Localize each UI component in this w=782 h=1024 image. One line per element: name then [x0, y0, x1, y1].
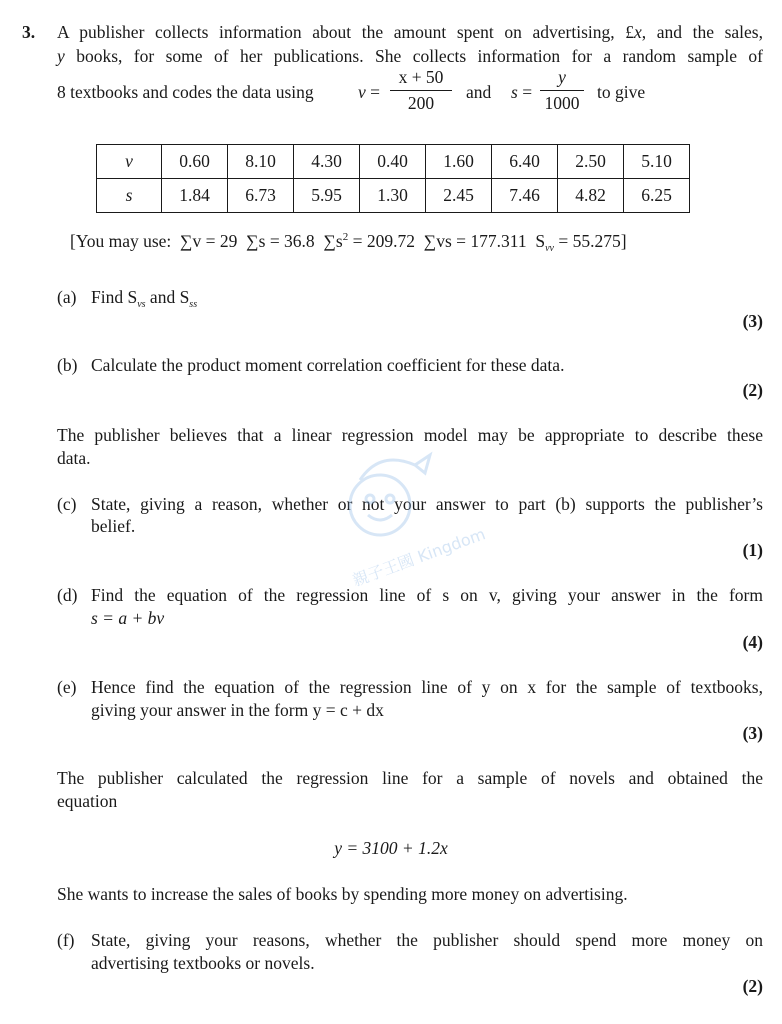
- coding-v-lhs: v =: [358, 82, 381, 102]
- table-cell: 2.50: [558, 145, 624, 179]
- novels-regression-equation: y = 3100 + 1.2x: [334, 838, 448, 858]
- part-d-label: (d): [57, 585, 78, 605]
- part-b-label: (b): [57, 355, 78, 375]
- coding-v-denominator: 200: [407, 93, 435, 113]
- coding-v-numerator: x + 50: [398, 67, 444, 87]
- part-e-marks: (3): [742, 723, 763, 743]
- coding-s-numerator: y: [558, 67, 566, 87]
- var-x: x: [633, 22, 642, 42]
- table-cell: 1.84: [162, 179, 228, 213]
- table-cell: 0.40: [360, 145, 426, 179]
- s-vv: $S_{vv} = 55.275$]: [535, 231, 627, 254]
- var-y: y: [57, 46, 65, 66]
- mid-paragraph-3: She wants to increase the sales of books by spending more money on advertising.: [57, 884, 628, 904]
- intro-line-1-text: A publisher collects information about the amount spent on advertising, £: [57, 22, 634, 42]
- coding-v-fraction: [390, 67, 452, 114]
- mid-paragraph-1-line-2: data.: [57, 448, 91, 468]
- table-row-v: [97, 145, 690, 179]
- watermark-logo: [320, 435, 488, 595]
- part-c-line-1: State, giving a reason, whether or not your answer to part (b) supports the publisher’s: [91, 494, 763, 514]
- table-cell: 1.60: [426, 145, 492, 179]
- summary-prefix: [You may use:: [70, 231, 172, 251]
- intro-line-1: [57, 22, 763, 43]
- part-b-text: Calculate the product moment correlation coefficient for these data.: [91, 355, 565, 375]
- table-cell: 1.30: [360, 179, 426, 213]
- data-table: [96, 144, 690, 213]
- coding-s-denominator: 1000: [544, 93, 580, 113]
- part-e-line-1: Hence find the equation of the regression line of y on x for the sample of textbooks,: [91, 677, 763, 697]
- mid-paragraph-1-line-1: The publisher believes that a linear regression model may be appropriate to describe these: [57, 425, 763, 445]
- sum-s: ∑s = 36.8: [246, 231, 315, 251]
- table-cell: 4.30: [294, 145, 360, 179]
- table-cell: 8.10: [228, 145, 294, 179]
- part-a-label: (a): [57, 287, 77, 307]
- sum-s-squared: $\sum s^2 = 209.72$: [323, 231, 415, 251]
- part-e-label: (e): [57, 677, 77, 697]
- table-row-label: s: [97, 179, 162, 213]
- part-e-line-2: giving your answer in the form y = c + dx: [91, 700, 384, 720]
- table-cell: 6.73: [228, 179, 294, 213]
- table-row-s: [97, 179, 690, 213]
- table-cell: 6.25: [624, 179, 690, 213]
- part-f-line-2: advertising textbooks or novels.: [91, 953, 315, 973]
- table-cell: 6.40: [492, 145, 558, 179]
- table-cell: 4.82: [558, 179, 624, 213]
- coding-s-fraction: [540, 67, 584, 114]
- part-f-line-1: State, giving your reasons, whether the publisher should spend more money on: [91, 930, 763, 950]
- and-word: and: [466, 82, 492, 102]
- part-d-line-1: Find the equation of the regression line of s on v, giving your answer in the form: [91, 585, 763, 605]
- part-f-label: (f): [57, 930, 75, 950]
- summary-statistics: [70, 231, 627, 254]
- sum-v: ∑v = 29: [180, 231, 238, 251]
- intro-line-1-end: , and the sales,: [641, 22, 763, 42]
- part-f-marks: (2): [742, 976, 763, 996]
- to-give: to give: [597, 82, 646, 102]
- coding-s-lhs: s =: [511, 82, 533, 102]
- intro-line-2-text: books, for some of her publications. She collects information for a random sample of: [64, 46, 763, 66]
- table-cell: 7.46: [492, 179, 558, 213]
- fraction-bar: [540, 90, 584, 91]
- mid-paragraph-2-line-2: equation: [57, 791, 118, 811]
- part-c-marks: (1): [742, 540, 763, 560]
- intro-line-3: 8 textbooks and codes the data using: [57, 82, 314, 102]
- part-b-marks: (2): [742, 380, 763, 400]
- table-cell: 5.95: [294, 179, 360, 213]
- watermark-text: 親子王國 Kingdom: [350, 524, 488, 590]
- part-c-label: (c): [57, 494, 77, 514]
- intro-line-2: [57, 46, 763, 67]
- part-d-marks: (4): [742, 632, 763, 652]
- table-row-label: v: [97, 145, 162, 179]
- table-cell: 0.60: [162, 145, 228, 179]
- question-number: 3.: [22, 22, 36, 42]
- fraction-bar: [390, 90, 452, 91]
- part-a-text: Find $S_{vs}$ and $S_{ss}$: [91, 287, 198, 310]
- table-cell: 5.10: [624, 145, 690, 179]
- part-c-line-2: belief.: [91, 516, 136, 536]
- mid-paragraph-2-line-1: The publisher calculated the regression line for a sample of novels and obtained the: [57, 768, 763, 788]
- sum-vs: ∑vs = 177.311: [423, 231, 527, 251]
- table-cell: 2.45: [426, 179, 492, 213]
- part-d-line-2: s = a + bv: [91, 608, 165, 628]
- part-a-marks: (3): [742, 311, 763, 331]
